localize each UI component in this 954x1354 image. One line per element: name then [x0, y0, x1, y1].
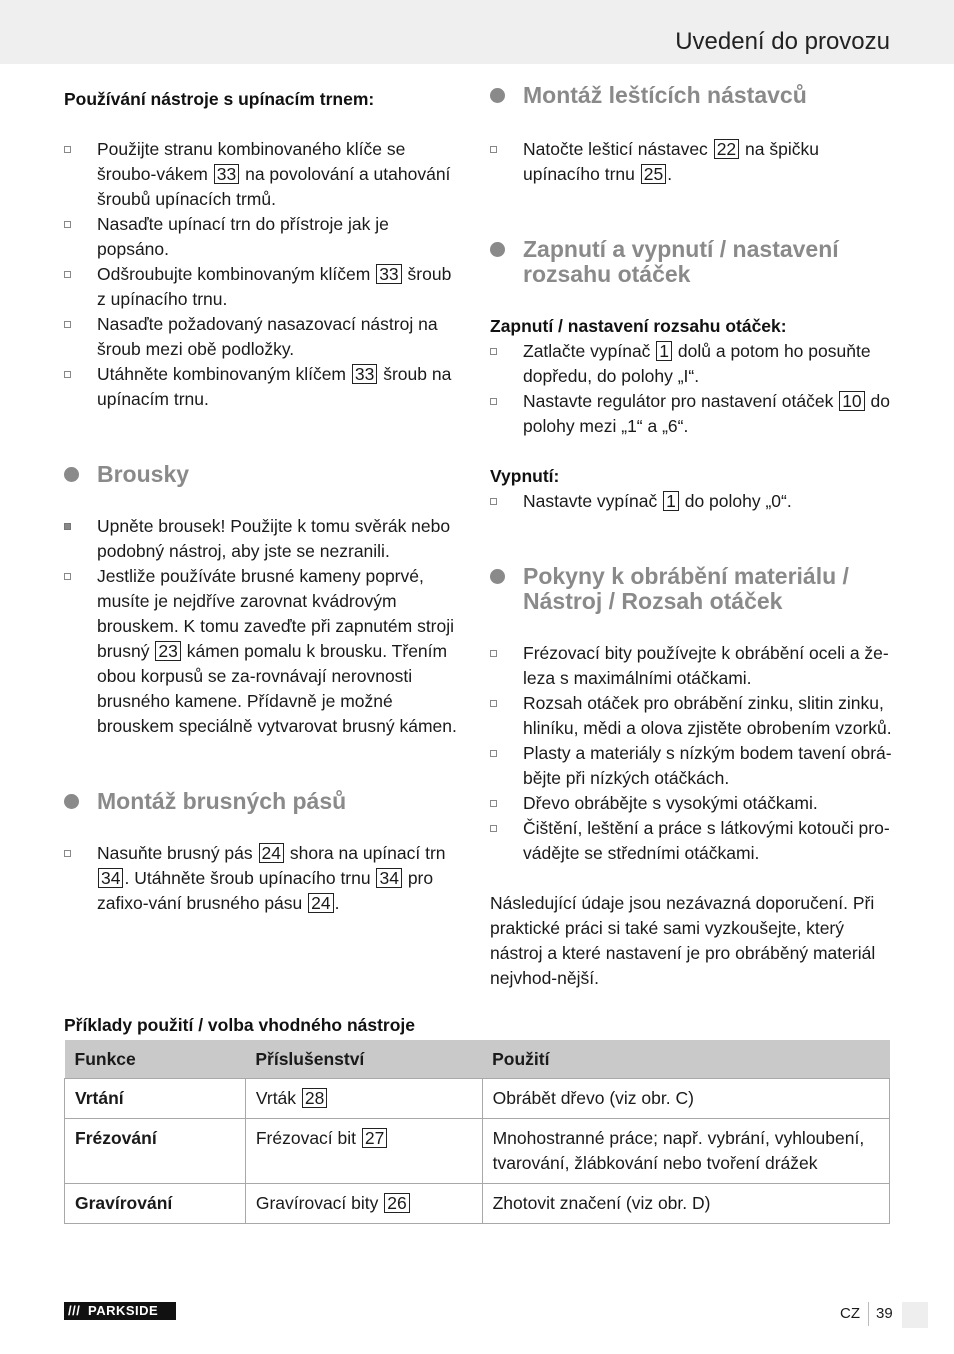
checkbox-bullet-icon	[490, 750, 497, 757]
checkbox-bullet-icon	[490, 398, 497, 405]
part-ref: 25	[641, 164, 666, 184]
list-item: Natočte lešticí nástavec 22 na špičku upínacího trnu 25 .	[490, 137, 895, 187]
part-ref: 28	[302, 1088, 327, 1108]
page-title: Uvedení do provozu	[675, 28, 890, 55]
list-item: Plasty a materiály s nízkým bodem tavení obrá-bějte při nízkých otáčkách.	[490, 741, 895, 791]
checkbox-bullet-icon	[490, 650, 497, 657]
section-heading-zapnuti: Zapnutí a vypnutí / nastavení rozsahu otáček	[490, 237, 895, 287]
parkside-logo	[64, 1302, 176, 1320]
language-code: CZ	[840, 1305, 860, 1322]
list-item: Nastavte regulátor pro nastavení otáček 10 do polohy mezi „1“ a „6“.	[490, 389, 895, 439]
recommendation-note: Následující údaje jsou nezávazná doporučení. Při praktické práci si také sami vyzkoušejte, který nástroj a které nastavení je pro obráběný materiál nejvhod-nější.	[490, 893, 876, 988]
list-item: Dřevo obrábějte s vysokými otáčkami.	[490, 791, 895, 816]
page-number: 39	[876, 1305, 893, 1322]
list-item: Nasuňte brusný pás 24 shora na upínací trn 34 . Utáhněte šroub upínacího trnu 34 pro zafixo-vání brusného pásu 24 .	[64, 841, 464, 916]
usage-cell: Mnohostranné práce; např. vybrání, vyhloubení, tvarování, žlábkování nebo tvoření drážek	[482, 1119, 889, 1184]
list-item: Frézovací bity používejte k obrábění oceli a že-leza s maximálními otáčkami.	[490, 641, 895, 691]
checkbox-bullet-icon	[64, 573, 71, 580]
function-cell: Gravírování	[65, 1184, 246, 1224]
section-dot-icon	[64, 794, 79, 809]
list-item: Použijte stranu kombinovaného klíče se šroubo-vákem 33 na povolování a utahování šroubů upínacích trmů.	[64, 137, 464, 212]
list-item: Upněte brousek! Použijte k tomu svěrák nebo podobný nástroj, aby jste se nezranili.	[64, 514, 464, 564]
list-item: Utáhněte kombinovaným klíčem 33 šroub na upínacím trnu.	[64, 362, 464, 412]
vypnuti-subheading: Vypnutí:	[490, 466, 560, 486]
checkbox-bullet-icon	[64, 221, 71, 228]
section-heading-pokyny: Pokyny k obrábění materiálu / Nástroj / Rozsah otáček	[490, 564, 895, 614]
function-cell: Vrtání	[65, 1079, 246, 1119]
part-ref: 33	[214, 164, 239, 184]
part-ref: 24	[259, 843, 284, 863]
part-ref: 33	[352, 364, 377, 384]
accessory-cell: Frézovací bit 27	[245, 1119, 482, 1184]
table-header-row	[65, 1040, 890, 1079]
logo-text: PARKSIDE	[88, 1303, 159, 1318]
checkbox-bullet-icon	[490, 348, 497, 355]
table-row	[65, 1184, 890, 1224]
right-column	[490, 83, 895, 991]
part-ref: 24	[308, 893, 333, 913]
list-item: Nasaďte požadovaný nasazovací nástroj na šroub mezi obě podložky.	[64, 312, 464, 362]
list-item: Nasaďte upínací trn do přístroje jak je popsáno.	[64, 212, 464, 262]
section-heading-brousky: Brousky	[64, 462, 464, 487]
usage-cell: Zhotovit značení (viz obr. D)	[482, 1184, 889, 1224]
section-heading-brusne-pasy: Montáž brusných pásů	[64, 789, 464, 814]
table-title: Příklady použití / volba vhodného nástroje	[64, 1015, 416, 1035]
footer-divider	[868, 1302, 869, 1326]
list-item: Jestliže používáte brusné kameny poprvé, musíte je nejdříve zarovnat kvádrovým brouskem. K tomu zaveďte při zapnutém stroji brusný 23 kámen pomalu k brousku. Třením obou korpusů se za-rovnávají nerovnosti brusného kamene. Přídavně je možné brouskem speciálně vytvarovat brusný kámen.	[64, 564, 464, 739]
part-ref: 34	[376, 868, 401, 888]
list-item: Čištění, leštění a práce s látkovými kotouči pro-vádějte se středními otáčkami.	[490, 816, 895, 866]
section-heading-lesti: Montáž leštících nástavců	[490, 83, 895, 108]
tool-table	[64, 1040, 890, 1224]
table-row	[65, 1079, 890, 1119]
mandrel-heading: Používání nástroje s upínacím trnem:	[64, 89, 375, 109]
function-cell: Frézování	[65, 1119, 246, 1184]
part-ref: 26	[384, 1193, 409, 1213]
list-item: Rozsah otáček pro obrábění zinku, slitin zinku, hliníku, mědi a olova zjistěte obrobením vzorků.	[490, 691, 895, 741]
checkbox-bullet-icon	[490, 800, 497, 807]
part-ref: 34	[98, 868, 123, 888]
section-dot-icon	[64, 467, 79, 482]
left-column	[64, 87, 464, 916]
section-dot-icon	[490, 88, 505, 103]
checkbox-bullet-icon	[490, 498, 497, 505]
section-dot-icon	[490, 242, 505, 257]
warning-square-icon	[64, 523, 71, 530]
list-item: Nastavte vypínač 1 do polohy „0“.	[490, 489, 895, 514]
column-header: Použití	[482, 1040, 889, 1079]
list-item: Odšroubujte kombinovaným klíčem 33 šroub z upínacího trnu.	[64, 262, 464, 312]
checkbox-bullet-icon	[490, 825, 497, 832]
checkbox-bullet-icon	[64, 371, 71, 378]
checkbox-bullet-icon	[64, 146, 71, 153]
part-ref: 33	[376, 264, 401, 284]
part-ref: 23	[155, 641, 180, 661]
accessory-cell: Vrták 28	[245, 1079, 482, 1119]
table-row	[65, 1119, 890, 1184]
checkbox-bullet-icon	[64, 321, 71, 328]
part-ref: 1	[656, 341, 672, 361]
section-dot-icon	[490, 569, 505, 584]
checkbox-bullet-icon	[490, 700, 497, 707]
checkbox-bullet-icon	[490, 146, 497, 153]
checkbox-bullet-icon	[64, 850, 71, 857]
accessory-cell: Gravírovací bity 26	[245, 1184, 482, 1224]
part-ref: 1	[663, 491, 679, 511]
usage-cell: Obrábět dřevo (viz obr. C)	[482, 1079, 889, 1119]
footer-tab	[902, 1302, 928, 1328]
part-ref: 10	[839, 391, 864, 411]
column-header: Příslušenství	[245, 1040, 482, 1079]
part-ref: 22	[714, 139, 739, 159]
logo-slashes: ///	[68, 1303, 81, 1318]
column-header: Funkce	[65, 1040, 246, 1079]
checkbox-bullet-icon	[64, 271, 71, 278]
part-ref: 27	[362, 1128, 387, 1148]
zapnuti-subheading: Zapnutí / nastavení rozsahu otáček:	[490, 316, 787, 336]
list-item: Zatlačte vypínač 1 dolů a potom ho posuňte dopředu, do polohy „I“.	[490, 339, 895, 389]
